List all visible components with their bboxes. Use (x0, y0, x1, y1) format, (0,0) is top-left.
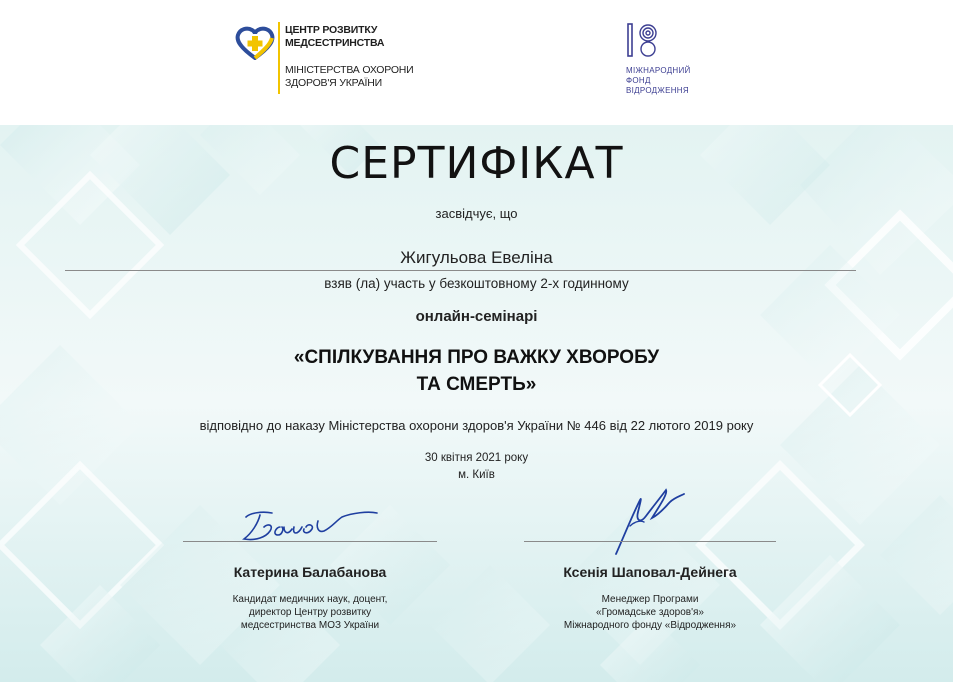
signer-name: Ксенія Шаповал-Дейнега (563, 564, 737, 580)
seminar-label: онлайн-семінарі (415, 308, 538, 325)
participation-text: взяв (ла) участь у безкоштовному 2-х годинному (324, 276, 629, 291)
issue-city: м. Київ (458, 469, 495, 481)
signature-shapoval (610, 486, 690, 558)
issue-date: 30 квітня 2021 року (424, 452, 529, 464)
signature-line-right (524, 541, 776, 542)
signer-right (524, 564, 776, 632)
signature-line-left (183, 541, 437, 542)
signer-role: Менеджер Програми «Громадське здоров'я» Міжнародного фонду «Відродження» (563, 594, 737, 631)
recipient-underline (65, 270, 856, 271)
signer-role: Кандидат медичних наук, доцент, директор Центру розвитку медсестринства МОЗ України (232, 594, 388, 631)
order-reference: відповідно до наказу Міністерства охорони здоров'я України № 446 від 22 лютого 2019 року (199, 418, 754, 433)
seminar-title: «СПІЛКУВАННЯ ПРО ВАЖКУ ХВОРОБУ ТА СМЕРТЬ» (293, 347, 660, 395)
fund-name: МІЖНАРОДНИЙ ФОНД ВІДРОДЖЕННЯ (626, 66, 691, 95)
certifies-text: засвідчує, що (435, 206, 518, 221)
recipient-name: Жигульова Евеліна (400, 248, 553, 267)
logo-subtitle: МІНІСТЕРСТВА ОХОРОНИ ЗДОРОВ'Я УКРАЇНИ (285, 64, 414, 89)
signer-left (183, 564, 437, 632)
certificate-title: СЕРТИФІКАТ (329, 138, 624, 189)
logo-title: ЦЕНТР РОЗВИТКУ МЕДСЕСТРИНСТВА (285, 24, 385, 49)
signer-name: Катерина Балабанова (233, 564, 387, 580)
